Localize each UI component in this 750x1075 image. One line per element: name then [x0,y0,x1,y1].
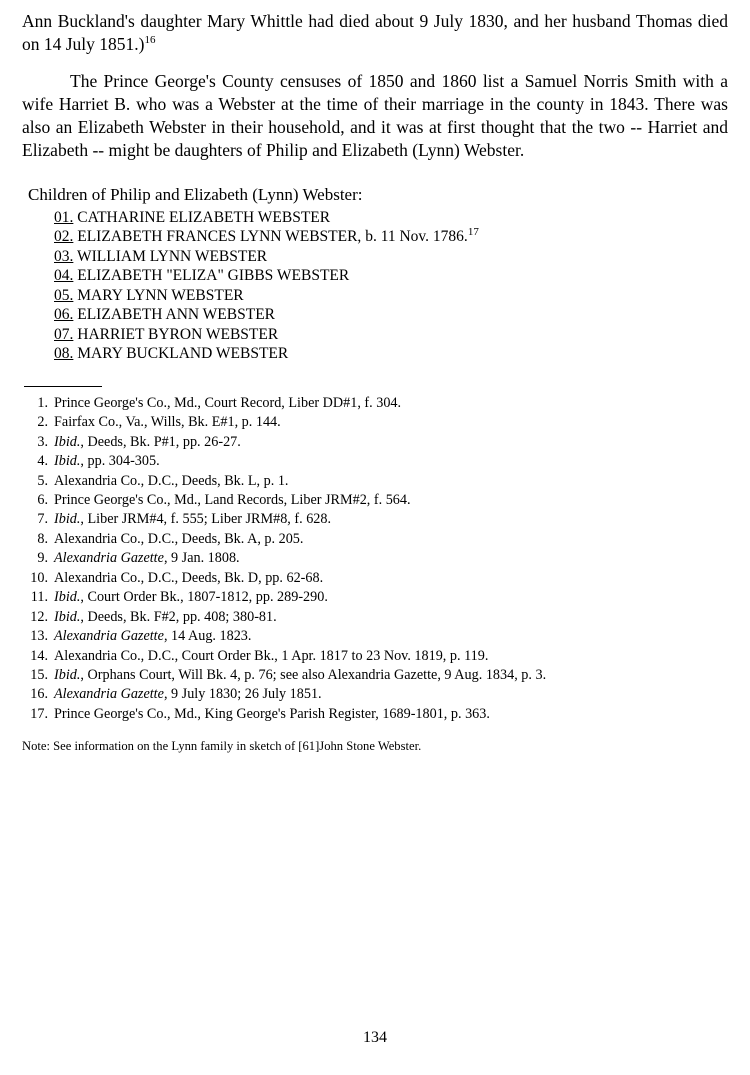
list-item [54,227,728,247]
list-item [54,247,728,267]
footnote-text [54,685,728,704]
child-number: 04. [54,267,74,285]
footnote-ref-16: 16 [144,34,156,47]
footnote-number: 17. [30,705,48,722]
footnote-text [54,433,728,452]
child-number: 08. [54,345,74,363]
footnote-text [54,705,728,724]
list-item [54,208,728,228]
footnote-number: 2. [37,414,48,431]
footnote-rest: , 9 Jan. 1808. [163,550,240,567]
children-heading: Children of Philip and Elizabeth (Lynn) Webster: [28,184,363,204]
paragraph-2: The Prince George's County censuses of 1850 and 1860 list a Samuel Norris Smith with a wife Harriet B. who was a Webster at the time of their marriage in the county in 1843. There was also an Elizabeth Webster in their household, and it was at first thought that the two -- Harriet and Elizabeth -- might be daughters of Philip and Elizabeth (Lynn) Webster. [22,71,728,161]
child-name: MARY LYNN WEBSTER [77,286,244,304]
footnote-text [54,394,728,413]
footnote-text [54,588,728,607]
footnote-text [54,452,728,471]
footnote-text [54,647,728,666]
footnote-text [54,413,728,432]
footnote-item [22,705,728,724]
list-item [54,344,728,364]
footnote-rest: , Court Order Bk., 1807-1812, pp. 289-290. [80,589,328,606]
footnote-item [22,433,728,452]
footnote-item [22,413,728,432]
footnote-number: 13. [30,628,48,645]
child-name: ELIZABETH FRANCES LYNN WEBSTER, [77,228,362,246]
editorial-note: Note: See information on the Lynn family in sketch of [61]John Stone Webster. [22,739,422,754]
footnote-item [22,685,728,704]
list-item [54,266,728,286]
footnote-italic: Ibid. [54,608,81,625]
footnote-rest: Alexandria Co., D.C., Court Order Bk., 1 Apr. 1817 to 23 Nov. 1819, p. 119. [54,647,489,664]
paragraph-1 [22,10,728,56]
footnote-italic: Ibid. [54,667,81,684]
child-name: CATHARINE ELIZABETH WEBSTER [77,208,331,226]
footnote-italic: Ibid. [54,511,81,528]
footnote-separator [24,386,102,387]
footnote-text [54,569,728,588]
footnote-rest: , 14 Aug. 1823. [163,628,252,645]
children-list [22,208,728,364]
child-name: ELIZABETH ANN WEBSTER [77,306,276,324]
footnote-text [54,549,728,568]
footnote-item [22,394,728,413]
footnote-text [54,491,728,510]
footnote-rest: Prince George's Co., Md., Court Record, Liber DD#1, f. 304. [54,394,402,411]
footnote-rest: Alexandria Co., D.C., Deeds, Bk. D, pp. 62-68. [54,569,324,586]
footnote-item [22,491,728,510]
footnote-number: 7. [37,511,48,528]
footnote-item [22,627,728,646]
footnote-item [22,647,728,666]
footnote-number: 4. [37,453,48,470]
footnote-item [22,452,728,471]
footnote-italic: Alexandria Gazette [54,686,164,703]
footnote-italic: Ibid. [54,589,81,606]
footnote-italic: Ibid. [54,433,81,450]
footnote-number: 16. [30,686,48,703]
footnote-italic: Ibid. [54,453,81,470]
page-number: 134 [363,1029,387,1046]
child-number: 03. [54,247,74,265]
child-name: WILLIAM LYNN WEBSTER [76,247,268,265]
list-item [54,286,728,306]
child-number: 01. [54,208,74,226]
footnote-italic: Alexandria Gazette [54,550,164,567]
footnote-rest: , Deeds, Bk. P#1, pp. 26-27. [80,433,241,450]
footnote-rest: , pp. 304-305. [80,453,160,470]
child-number: 07. [54,325,74,343]
footnote-text [54,530,728,549]
paragraph-1-text: Ann Buckland's daughter Mary Whittle had died about 9 July 1830, and her husband Thomas died on 14 July 1851.) [22,11,728,55]
child-name: MARY BUCKLAND WEBSTER [77,345,289,363]
child-name: ELIZABETH "ELIZA" GIBBS WEBSTER [77,267,350,285]
footnote-number: 6. [37,491,48,508]
footnote-ref-17: 17 [467,225,479,238]
footnote-rest: Prince George's Co., Md., Land Records, Liber JRM#2, f. 564. [54,491,411,508]
child-name: HARRIET BYRON WEBSTER [77,325,279,343]
footnote-text [54,608,728,627]
footnote-item [22,549,728,568]
footnote-number: 14. [30,647,48,664]
footnote-item [22,666,728,685]
child-number: 05. [54,286,74,304]
footnote-item [22,510,728,529]
footnote-number: 9. [37,550,48,567]
footnote-number: 10. [30,569,48,586]
footnote-number: 11. [30,589,48,606]
footnote-number: 12. [30,608,48,625]
child-number: 02. [54,228,74,246]
footnote-rest: Alexandria Co., D.C., Deeds, Bk. L, p. 1. [54,472,289,489]
footnote-rest: , Liber JRM#4, f. 555; Liber JRM#8, f. 628. [80,511,332,528]
footnote-item [22,530,728,549]
footnote-number: 15. [30,667,48,684]
footnote-text [54,666,728,685]
child-number: 06. [54,306,74,324]
footnote-text [54,472,728,491]
footnote-item [22,608,728,627]
footnote-number: 8. [37,530,48,547]
list-item [54,305,728,325]
footnote-list [22,394,728,725]
footnote-rest: Fairfax Co., Va., Wills, Bk. E#1, p. 144. [54,414,281,431]
footnote-item [22,588,728,607]
list-item [54,325,728,345]
footnote-rest: , Deeds, Bk. F#2, pp. 408; 380-81. [80,608,277,625]
footnote-rest: Prince George's Co., Md., King George's Parish Register, 1689-1801, p. 363. [54,705,490,722]
footnote-rest: Alexandria Co., D.C., Deeds, Bk. A, p. 205. [54,530,304,547]
footnote-number: 1. [37,394,48,411]
footnote-rest: , 9 July 1830; 26 July 1851. [163,686,322,703]
footnote-rest: , Orphans Court, Will Bk. 4, p. 76; see also Alexandria Gazette, 9 Aug. 1834, p. 3. [80,667,547,684]
footnote-number: 3. [37,433,48,450]
footnote-text [54,510,728,529]
footnote-text [54,627,728,646]
footnote-number: 5. [37,472,48,489]
child-extra: b. 11 Nov. 1786. [361,228,468,246]
footnote-item [22,472,728,491]
footnote-italic: Alexandria Gazette [54,628,164,645]
footnote-item [22,569,728,588]
